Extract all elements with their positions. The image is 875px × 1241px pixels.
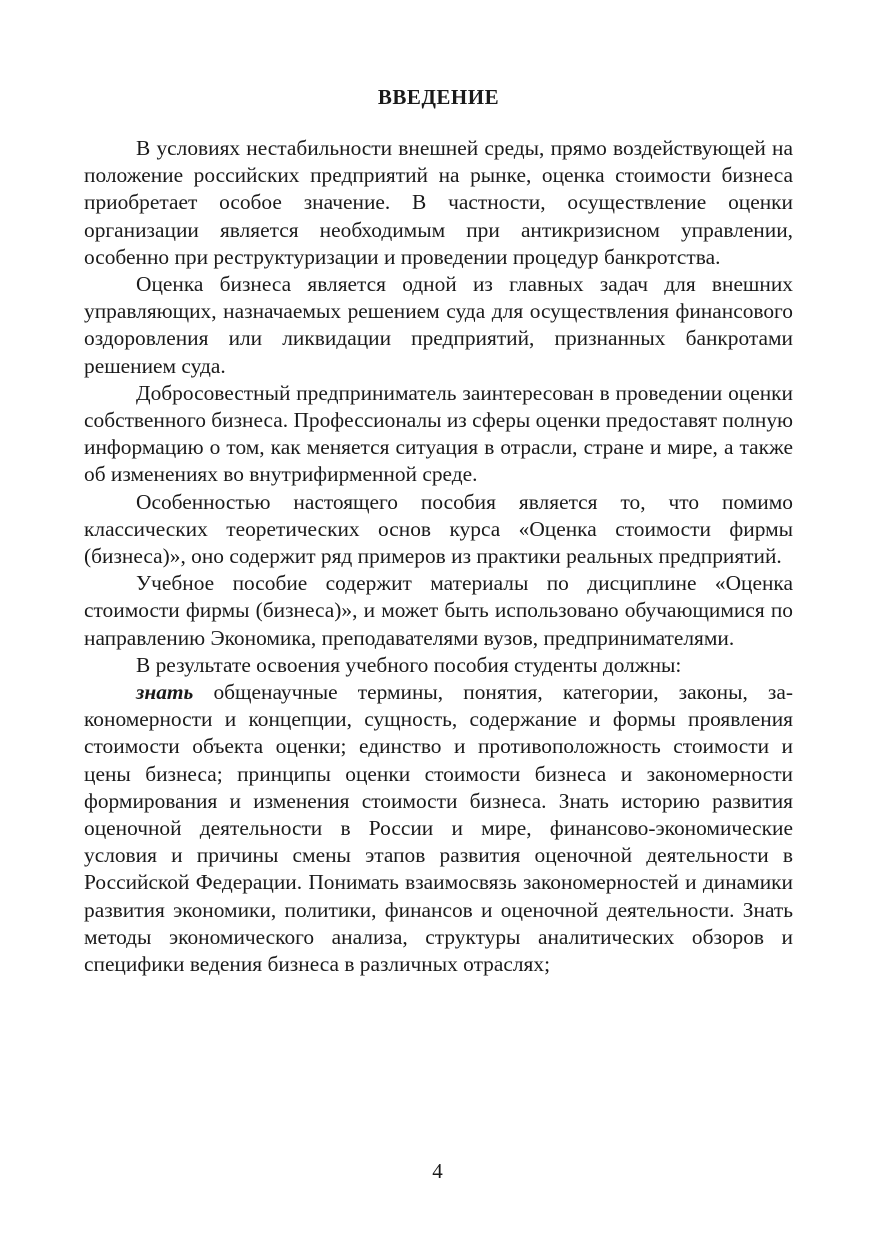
paragraph-features: Особенностью настоящего пособия является то, что помимо классических теоретических основ курса «Оценка стоимости фирмы (бизнеса)», оно содержит ряд примеров из практики реальных предприятий. bbox=[84, 489, 793, 569]
page-title: ВВЕДЕНИЕ bbox=[377, 85, 500, 109]
document-page bbox=[84, 84, 793, 978]
paragraph-know bbox=[84, 679, 793, 978]
paragraph-materials: Учебное пособие содержит материалы по дисциплине «Оценка стоимости фирмы (бизнеса)», и может быть использовано обучающимися по направлению Экономика, преподавателями вузов, предпринимателями. bbox=[84, 571, 793, 650]
paragraph-external-managers: Оценка бизнеса является одной из главных задач для внешних управляющих, назначаемых решением суда для осуществления финансового оздоровления или ликвидации предприятий, признанных банкротами решением суда. bbox=[84, 272, 793, 378]
know-lead-word: знать bbox=[136, 680, 194, 705]
page-number: 4 bbox=[432, 1159, 443, 1183]
paragraph-outcomes: В результате освоения учебного пособия студенты должны: bbox=[136, 652, 682, 677]
paragraph-intro: В условиях нестабильности внешней среды, прямо воздействующей на положение российских предприятий на рынке, оценка стоимости бизнеса приобретает особое значение. В частности, осуществление оценки организации является необходимым при антикризисном управлении, особенно при реструктуризации и проведении процедур банкротства. bbox=[84, 136, 793, 269]
know-text: общенаучные термины, понятия, категории, законы, закономерности и концепции, сущность, содержание и формы проявления стоимости объекта оценки; единство и противоположность стоимости и цены бизнеса; принципы оценки стоимости бизнеса и закономерности формирования и изменения стоимости бизнеса. Знать историю развития оценочной деятельности в России и мире, финансово-экономические условия и причины смены этапов развития оценочной деятельности в Российской Федерации. Понимать взаимосвязь закономерностей и динамики развития экономики, политики, финансов и оценочной деятельности. Знать методы экономического анализа, структуры аналитических обзоров и специфики ведения бизнеса в различных отраслях; bbox=[84, 680, 793, 977]
paragraph-entrepreneur: Добросовестный предприниматель заинтересован в проведении оценки собственного бизнеса. Профессионалы из сферы оценки предоставят полную информацию о том, как меняется ситуация в отрасли, стране и мире, а также об изменениях во внутрифирменной среде. bbox=[84, 380, 793, 487]
